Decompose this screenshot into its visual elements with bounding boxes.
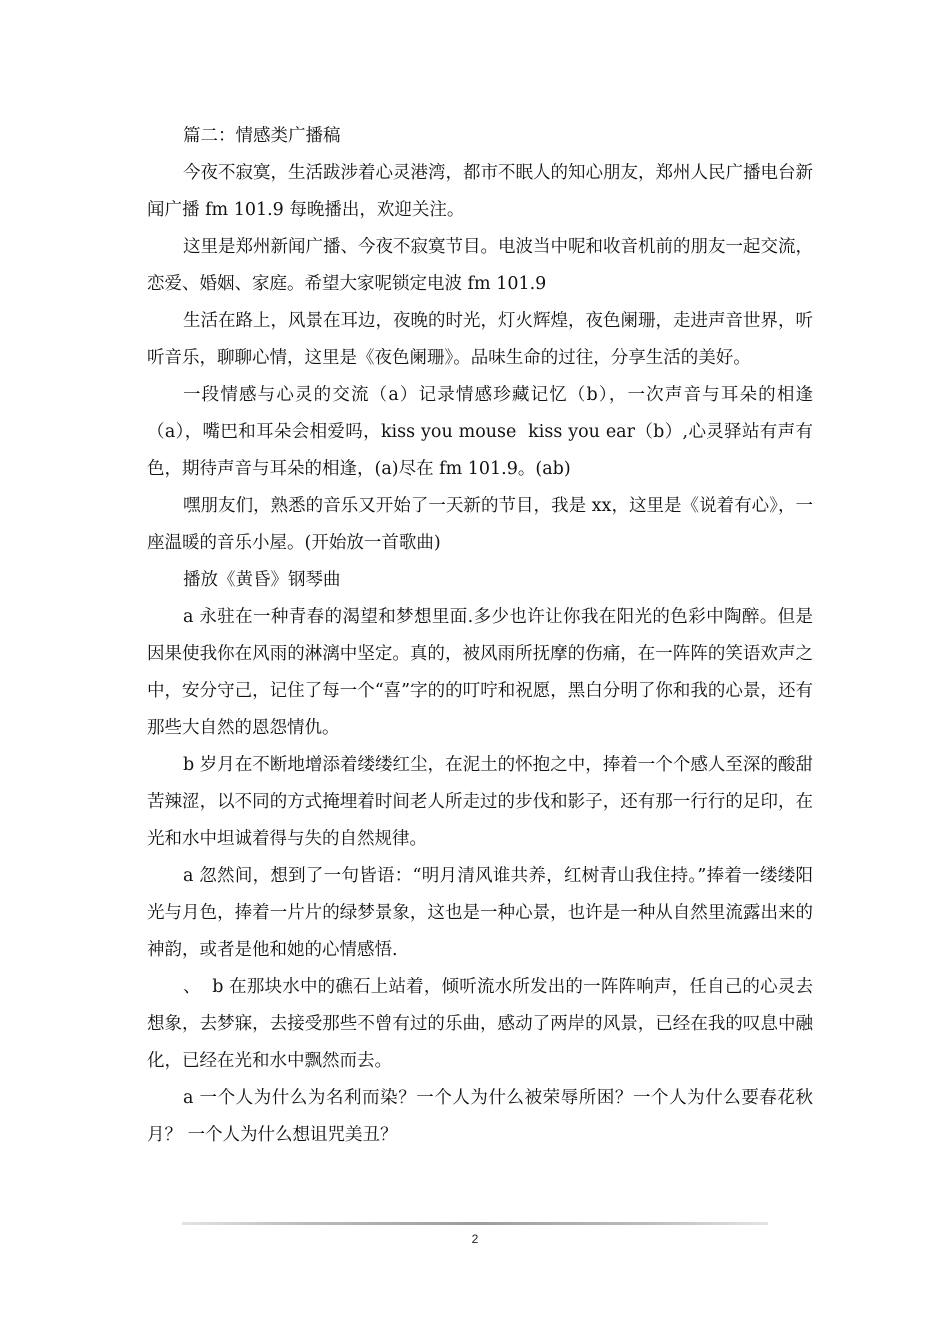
paragraph-a-verse: a 忽然间，想到了一句皆语：“明月清风谁共养，红树青山我住持。”捧着一缕缕阳光与月色，捧着一片片的绿梦景象，这也是一种心景，也许是一种从自然里流露出来的神韵，或者是他和她的心情感悟. bbox=[147, 866, 813, 960]
paragraph-program: 这里是郑州新闻广播、今夜不寂寞节目。电波当中呢和收音机前的朋友一起交流，恋爱、婚姻、家庭。希望大家呢锁定电波 fm 101.9 bbox=[147, 237, 813, 294]
paragraph-life-on-road: 生活在路上，风景在耳边，夜晚的时光，灯火辉煌，夜色阑珊，走进声音世界，听听音乐，聊聊心情，这里是《夜色阑珊》。品味生命的过往，分享生活的美好。 bbox=[147, 311, 813, 368]
paragraph-a-youth: a 永驻在一种青春的渴望和梦想里面.多少也许让你我在阳光的色彩中陶醉。但是因果使我你在风雨的淋漓中坚定。真的，被风雨所抚摩的伤痛，在一阵阵的笑语欢声之中，安分守己，记住了每一个“喜”字的的叮咛和祝愿，黑白分明了你和我的心景，还有那些大自然的恩怨情仇。 bbox=[147, 607, 813, 738]
paragraph-greeting: 嘿朋友们，熟悉的音乐又开始了一天新的节目，我是 xx，这里是《说着有心》，一座温暖的音乐小屋。(开始放一首歌曲) bbox=[147, 496, 813, 553]
paragraph-intro: 今夜不寂寞，生活跋涉着心灵港湾，都市不眠人的知心朋友，郑州人民广播电台新闻广播 fm 101.9 每晚播出，欢迎关注。 bbox=[147, 163, 813, 220]
document-body bbox=[147, 118, 813, 1154]
page-number: 2 bbox=[471, 1232, 479, 1246]
paragraph-b-stone: 、 b 在那块水中的礁石上站着，倾听流水所发出的一阵阵响声，任自己的心灵去想象，去梦寐，去接受那些不曾有过的乐曲，感动了两岸的风景，已经在我的叹息中融化，已经在光和水中飘然而去。 bbox=[147, 977, 813, 1071]
footer-divider bbox=[182, 1222, 768, 1225]
section-title: 篇二：情感类广播稿 bbox=[183, 126, 341, 146]
paragraph-b-years: b 岁月在不断地增添着缕缕红尘，在泥土的怀抱之中，捧着一个个感人至深的酸甜苦辣涩，以不同的方式掩埋着时间老人所走过的步伐和影子，还有那一行行的足印，在光和水中坦诚着得与失的自然规律。 bbox=[147, 755, 813, 849]
paragraph-a-questions: a 一个人为什么为名利而染？一个人为什么被荣辱所困？一个人为什么要春花秋月？ 一个人为什么想诅咒美丑？ bbox=[147, 1088, 813, 1145]
paragraph-music-cue: 播放《黄昏》钢琴曲 bbox=[183, 570, 341, 590]
paragraph-dialogue-opening: 一段情感与心灵的交流（a）记录情感珍藏记忆（b），一次声音与耳朵的相逢（a），嘴巴和耳朵会相爱吗，kiss you mouse kiss you ear（b）,心灵驿站有声有色，期待声音与耳朵的相逢，(a)尽在 fm 101.9。(ab) bbox=[147, 385, 813, 479]
